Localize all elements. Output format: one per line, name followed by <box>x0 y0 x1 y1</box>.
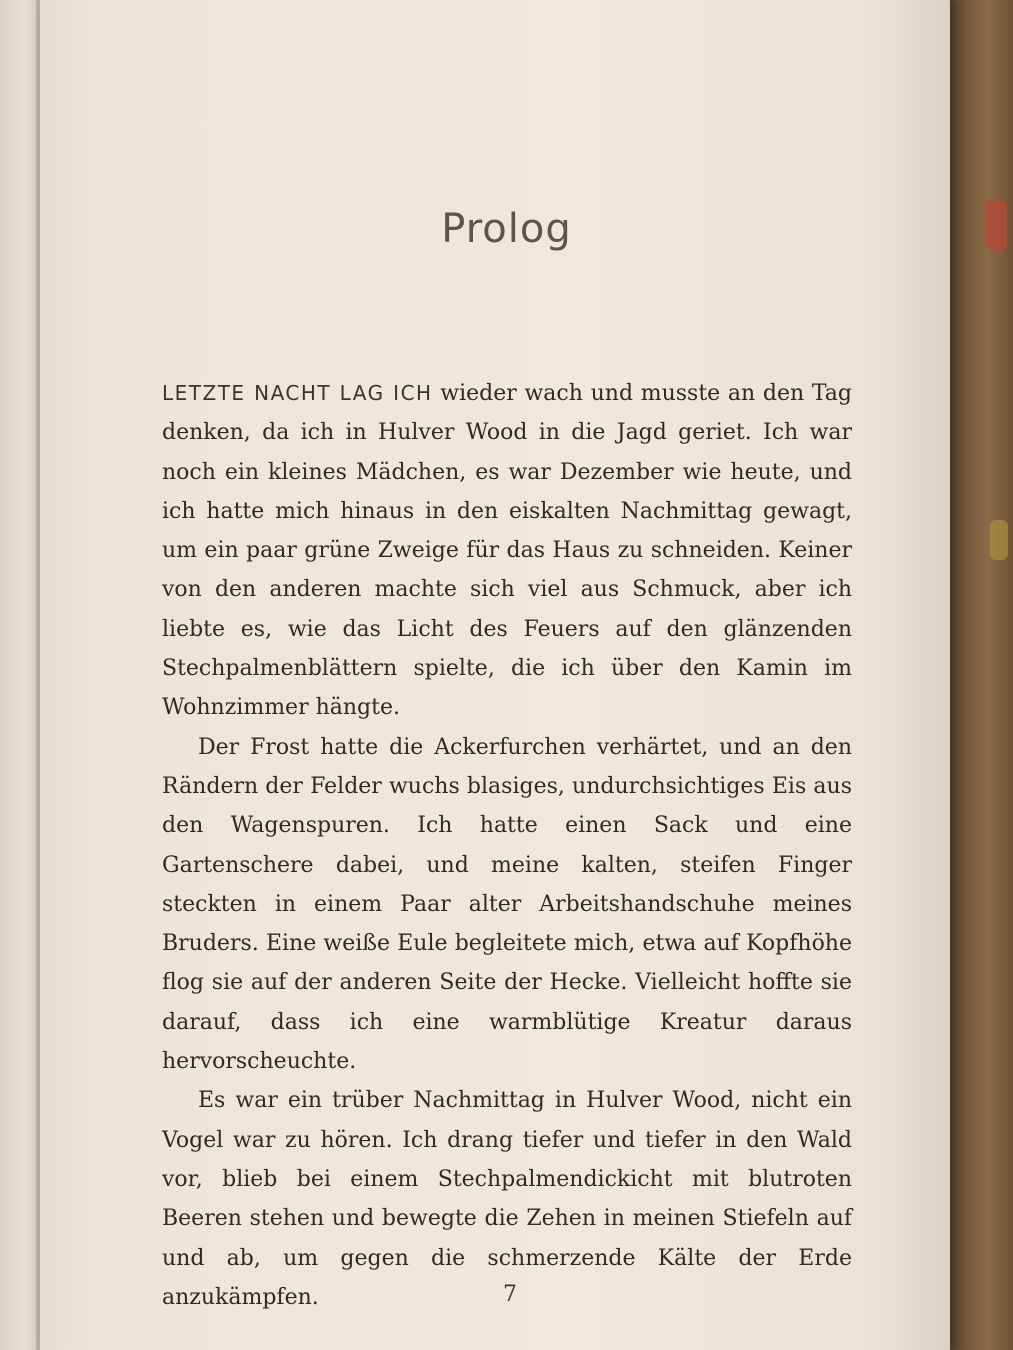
paragraph-1-text: wieder wach und musste an den Tag denken, da ich in Hulver Wood in die Jagd geriet. Ich war noch ein kleines Mädchen, es war Dezember wie heute, und ich hatte mich hinaus in den eiskalten Nachmittag gewagt, um ein paar grüne Zweige für das Haus zu schneiden. Keiner von den anderen machte sich viel aus Schmuck, aber ich liebte es, wie das Licht des Feuers auf den glänzenden Stechpalmenblättern spielte, die ich über den Kamin im Wohnzimmer hängte. <box>162 381 852 721</box>
paragraph-3: Es war ein trüber Nachmittag in Hulver Wood, nicht ein Vogel war zu hören. Ich drang tiefer und tiefer in den Wald vor, blieb bei einem Stechpalmendickicht mit blutroten Beeren stehen und bewegte die Zehen in meinen Stiefeln auf und ab, um gegen die schmerzende Kälte der Erde anzukämpfen. <box>162 1088 852 1310</box>
paragraph-1 <box>162 374 852 728</box>
chapter-title: Prolog <box>441 206 572 252</box>
paragraph-2: Der Frost hatte die Ackerfurchen verhärtet, und an den Rändern der Felder wuchs blasiges, undurchsichtiges Eis aus den Wagenspuren. Ich hatte einen Sack und eine Gartenschere dabei, und meine kalten, steifen Finger steckten in einem Paar alter Arbeitshandschuhe meines Bruders. Eine weiße Eule begleitete mich, etwa auf Kopfhöhe flog sie auf der anderen Seite der Hecke. Vielleicht hoffte sie darauf, dass ich eine warmblütige Kreatur daraus hervorscheuchte. <box>162 734 852 1075</box>
table-stain <box>990 520 1008 560</box>
page-number: 7 <box>503 1282 517 1307</box>
lead-in-smallcaps: LETZTE NACHT LAG ICH <box>162 381 433 405</box>
body-text <box>162 374 852 1317</box>
facing-page-edge <box>0 0 40 1350</box>
